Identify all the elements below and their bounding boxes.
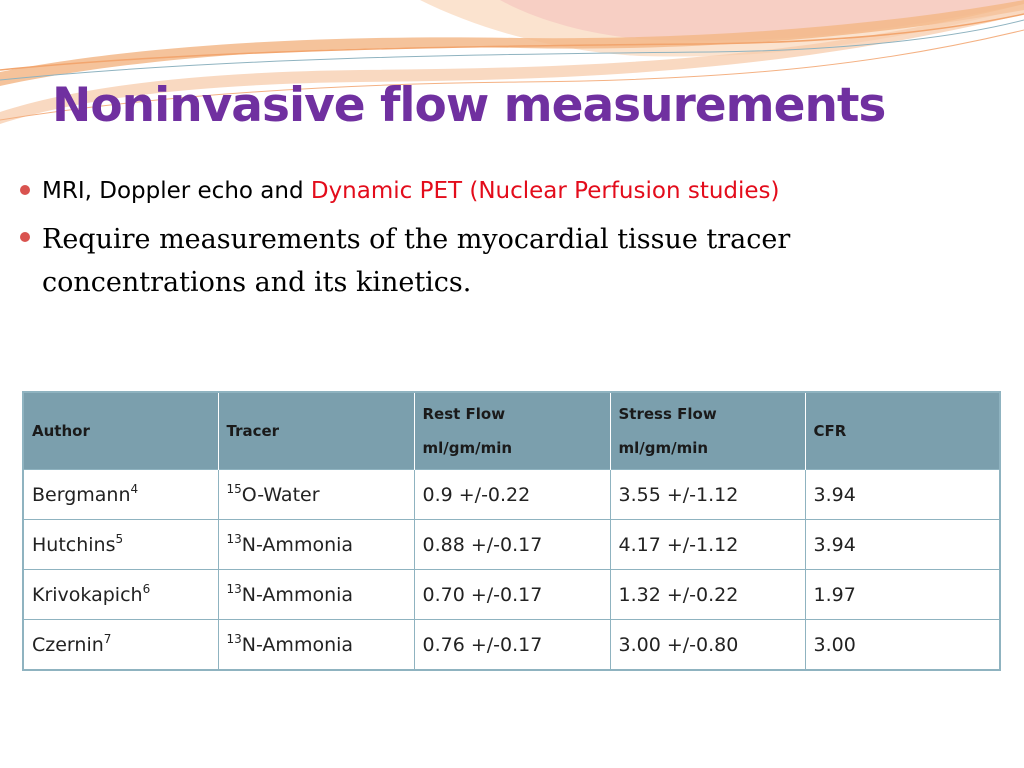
cell-rest-flow: 0.70 +/-0.17 bbox=[414, 570, 610, 620]
column-header-stress-flow: Stress Flow ml/gm/min bbox=[610, 392, 805, 470]
table-header-row bbox=[23, 392, 1000, 470]
bullet-icon bbox=[20, 232, 30, 242]
bullet-icon bbox=[20, 185, 30, 195]
table-row bbox=[23, 620, 1000, 671]
cell-stress-flow: 1.32 +/-0.22 bbox=[610, 570, 805, 620]
column-header-rest-flow: Rest Flow ml/gm/min bbox=[414, 392, 610, 470]
cell-rest-flow: 0.88 +/-0.17 bbox=[414, 520, 610, 570]
cell-cfr: 3.94 bbox=[805, 520, 1000, 570]
column-header-cfr: CFR bbox=[805, 392, 1000, 470]
cell-tracer: $^{13}$N-Ammonia bbox=[218, 570, 414, 620]
cell-stress-flow: 4.17 +/-1.12 bbox=[610, 520, 805, 570]
bullet-highlight-text: Dynamic PET (Nuclear Perfusion studies) bbox=[310, 178, 780, 204]
cell-author: Hutchins$^5$ bbox=[23, 520, 218, 570]
cell-tracer: $^{15}$O-Water bbox=[218, 470, 414, 520]
cell-tracer: $^{13}$N-Ammonia bbox=[218, 520, 414, 570]
column-header-tracer: Tracer bbox=[218, 392, 414, 470]
cell-rest-flow: 0.76 +/-0.17 bbox=[414, 620, 610, 671]
bullet-text: MRI, Doppler echo and bbox=[42, 178, 311, 204]
bullet-item-methods bbox=[20, 172, 1010, 210]
page-title: Noninvasive flow measurements bbox=[52, 78, 886, 133]
cell-author: Krivokapich$^6$ bbox=[23, 570, 218, 620]
cell-cfr: 3.94 bbox=[805, 470, 1000, 520]
cell-rest-flow: 0.9 +/-0.22 bbox=[414, 470, 610, 520]
table-row bbox=[23, 470, 1000, 520]
bullet-text: Require measurements of the myocardial tissue tracer concentrations and its kinetics. bbox=[42, 224, 791, 298]
cell-cfr: 3.00 bbox=[805, 620, 1000, 671]
cell-stress-flow: 3.00 +/-0.80 bbox=[610, 620, 805, 671]
table-row bbox=[23, 570, 1000, 620]
cell-author: Bergmann$^4$ bbox=[23, 470, 218, 520]
table-row bbox=[23, 520, 1000, 570]
cell-tracer: $^{13}$N-Ammonia bbox=[218, 620, 414, 671]
bullet-list bbox=[20, 172, 1010, 304]
cell-author: Czernin$^7$ bbox=[23, 620, 218, 671]
cell-stress-flow: 3.55 +/-1.12 bbox=[610, 470, 805, 520]
bullet-item-requirements bbox=[20, 218, 922, 304]
cell-cfr: 1.97 bbox=[805, 570, 1000, 620]
column-header-author: Author bbox=[23, 392, 218, 470]
flow-measurements-table bbox=[22, 391, 1001, 671]
